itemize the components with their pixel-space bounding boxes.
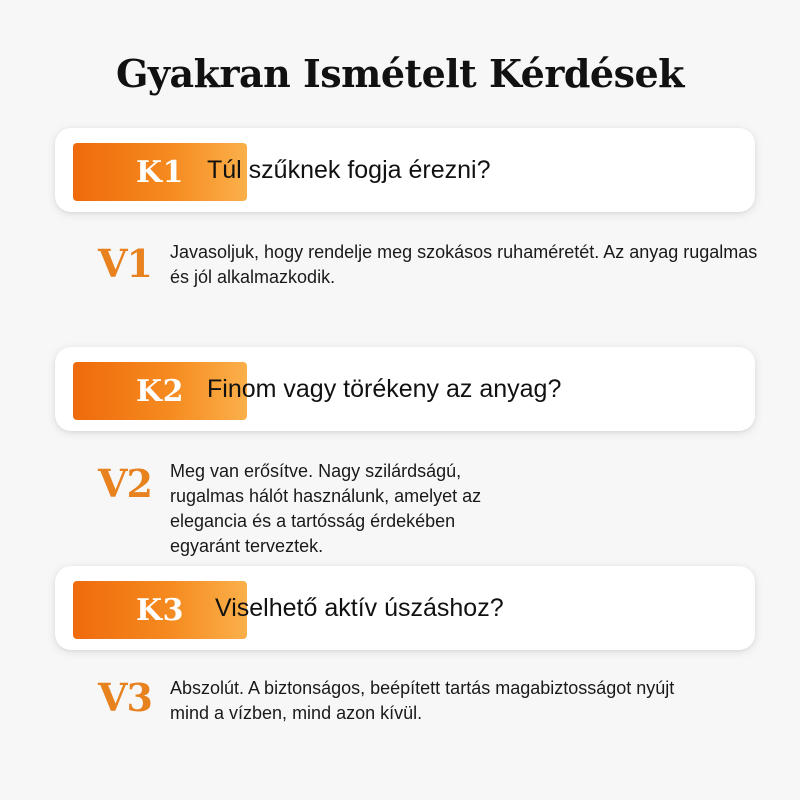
question-badge-3: K3 — [73, 581, 247, 639]
answer-badge-3: V3 — [98, 675, 152, 720]
question-text-1: Túl szűknek fogja érezni? — [207, 155, 491, 184]
question-text-2: Finom vagy törékeny az anyag? — [207, 374, 562, 403]
question-badge-2: K2 — [73, 362, 247, 420]
answer-badge-1: V1 — [98, 241, 152, 286]
question-text-3: Viselhető aktív úszáshoz? — [215, 593, 504, 622]
answer-text-2: Meg van erősítve. Nagy szilárdságú, rugalmas hálót használunk, amelyet az elegancia és a tartósság érdekében egyaránt terveztek. — [170, 461, 482, 556]
faq-question-card-2[interactable] — [55, 347, 755, 431]
page-title: Gyakran Ismételt Kérdések — [115, 51, 685, 96]
answer-badge-2: V2 — [98, 461, 152, 506]
answer-text-1: Javasoljuk, hogy rendelje meg szokásos ruhaméretét. Az anyag rugalmas és jól alkalmazkodik. — [170, 242, 758, 287]
faq-question-card-3[interactable] — [55, 566, 755, 650]
faq-question-card-1[interactable] — [55, 128, 755, 212]
answer-text-3: Abszolút. A biztonságos, beépített tartás magabiztosságot nyújt mind a vízben, mind azon kívül. — [170, 678, 675, 723]
question-badge-1: K1 — [73, 143, 247, 201]
